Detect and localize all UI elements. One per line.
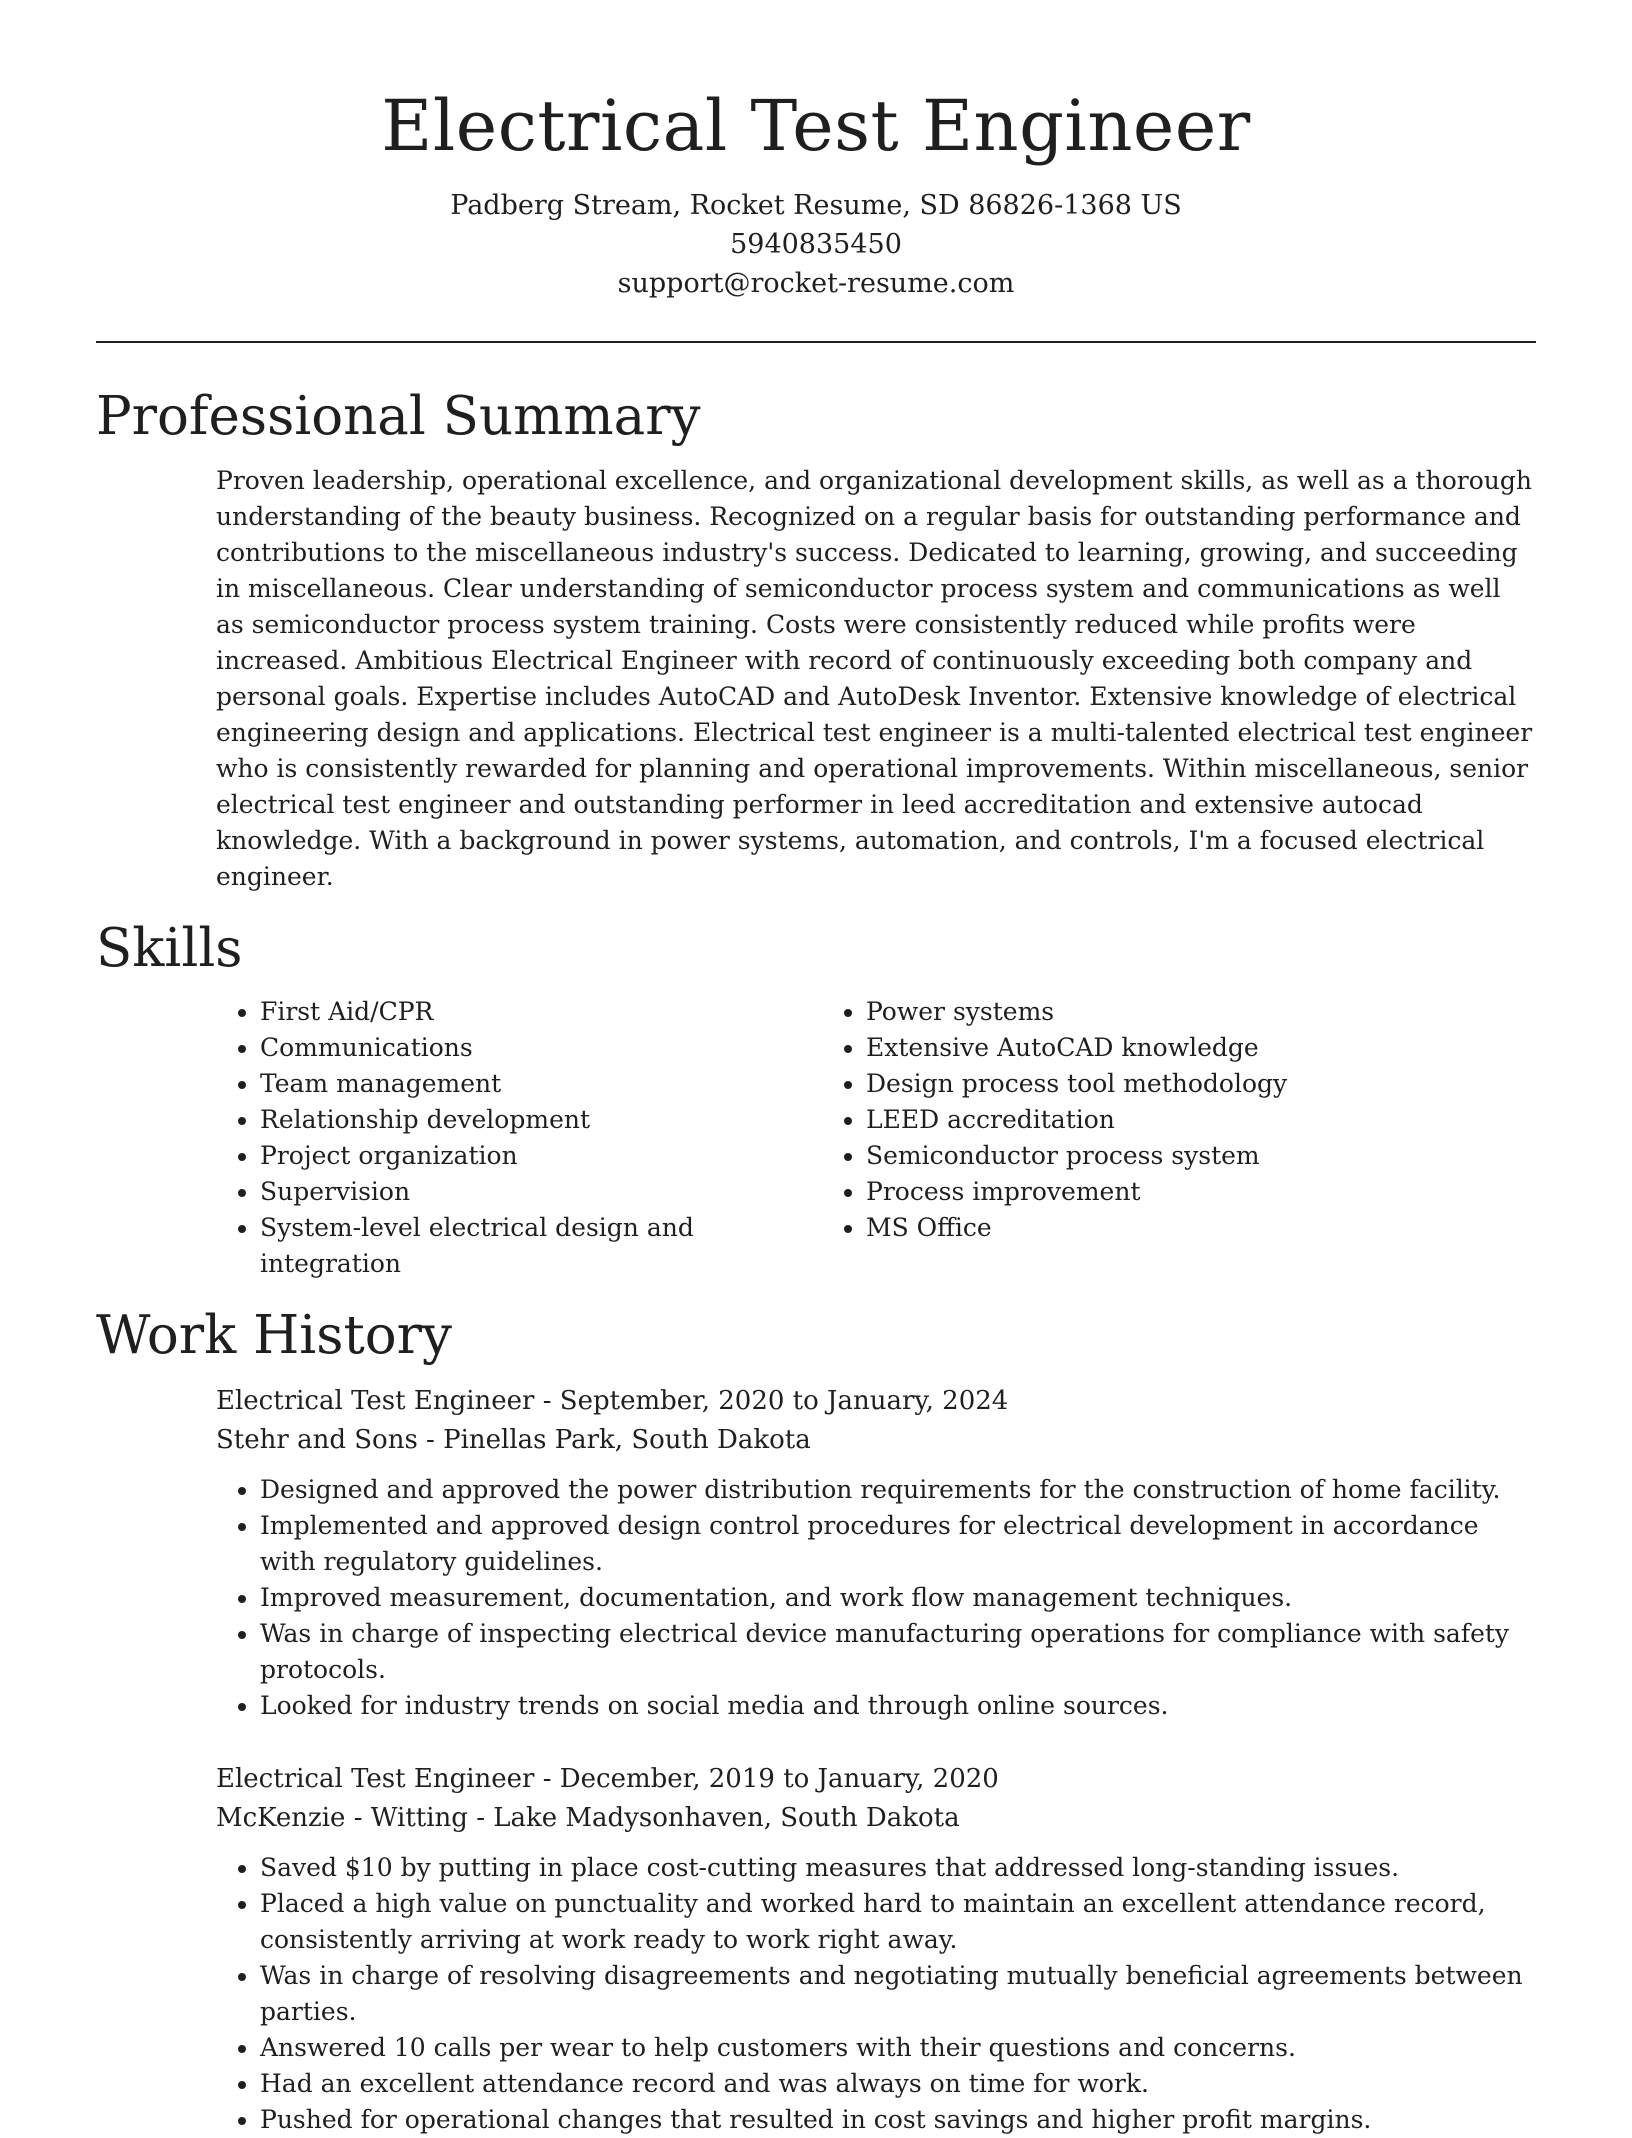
skills-title: Skills xyxy=(96,917,243,979)
job-bullet: • Placed a high value on punctuality and worked hard to maintain an excellent attendance record, consistently arriving at work ready to work right away. xyxy=(260,1886,1536,1958)
skill-item: • Power systems xyxy=(866,994,1287,1030)
skill-item: • First Aid/CPR xyxy=(260,994,822,1030)
skills-body xyxy=(96,994,1536,1282)
summary-section xyxy=(96,385,1536,895)
skill-item: • Supervision xyxy=(260,1174,822,1210)
skill-item: • System-level electrical design and integration xyxy=(260,1210,822,1282)
job-bullet: • Implemented and approved design control procedures for electrical development in accordance with regulatory guidelines. xyxy=(260,1508,1536,1580)
job-company-line: Stehr and Sons - Pinellas Park, South Dakota xyxy=(216,1424,811,1455)
contact-block xyxy=(96,186,1536,303)
job-bullet-list xyxy=(216,1850,1536,2138)
skill-item: • MS Office xyxy=(866,1210,1287,1246)
skills-list-right xyxy=(822,994,1287,1282)
contact-phone: 5940835450 xyxy=(730,229,902,260)
summary-title: Professional Summary xyxy=(96,386,701,447)
skill-item: • Semiconductor process system xyxy=(866,1138,1287,1174)
candidate-name: Electrical Test Engineer xyxy=(381,85,1251,167)
skill-item: • Team management xyxy=(260,1066,822,1102)
job-bullet-list xyxy=(216,1472,1536,1724)
job-entry xyxy=(216,1760,1536,2138)
job-bullet: • Saved $10 by putting in place cost-cutting measures that addressed long-standing issues. xyxy=(260,1850,1536,1886)
resume-header xyxy=(96,0,1536,303)
job-bullet: • Had an excellent attendance record and was always on time for work. xyxy=(260,2066,1536,2102)
skill-item: • Communications xyxy=(260,1030,822,1066)
skill-item: • Relationship development xyxy=(260,1102,822,1138)
job-role-line: Electrical Test Engineer - September, 2020 to January, 2024 xyxy=(216,1385,1009,1416)
job-role-line: Electrical Test Engineer - December, 2019 to January, 2020 xyxy=(216,1763,999,1794)
skills-list-left xyxy=(216,994,822,1282)
job-entry xyxy=(216,1382,1536,1724)
skill-item: • Project organization xyxy=(260,1138,822,1174)
job-bullet: • Answered 10 calls per wear to help customers with their questions and concerns. xyxy=(260,2030,1536,2066)
skill-item: • Extensive AutoCAD knowledge xyxy=(866,1030,1287,1066)
skill-item: • Process improvement xyxy=(866,1174,1287,1210)
skills-section xyxy=(96,917,1536,1283)
job-bullet: • Designed and approved the power distribution requirements for the construction of home facility. xyxy=(260,1472,1536,1508)
job-bullet: • Was in charge of resolving disagreements and negotiating mutually beneficial agreements between parties. xyxy=(260,1958,1536,2030)
summary-text: Proven leadership, operational excellence, and organizational development skills, as well as a thorough understanding of the beauty business. Recognized on a regular basis for outstanding performance and contributions to the miscellaneous industry's success. Dedicated to learning, growing, and succeeding in miscellaneous. Clear understanding of semiconductor process system and communications as well as semiconductor process system training. Costs were consistently reduced while profits were increased. Ambitious Electrical Engineer with record of continuously exceeding both company and personal goals. Expertise includes AutoCAD and AutoDesk Inventor. Extensive knowledge of electrical engineering design and applications. Electrical test engineer is a multi-talented electrical test engineer who is consistently rewarded for planning and operational improvements. Within miscellaneous, senior electrical test engineer and outstanding performer in leed accreditation and extensive autocad knowledge. With a background in power systems, automation, and controls, I'm a focused electrical engineer. xyxy=(216,465,1533,891)
skill-item: • LEED accreditation xyxy=(866,1102,1287,1138)
header-divider xyxy=(96,341,1536,343)
job-bullet: • Was in charge of inspecting electrical device manufacturing operations for compliance with safety protocols. xyxy=(260,1616,1536,1688)
skills-grid xyxy=(216,994,1536,1282)
job-bullet: • Pushed for operational changes that resulted in cost savings and higher profit margins. xyxy=(260,2102,1536,2138)
job-bullet: • Looked for industry trends on social media and through online sources. xyxy=(260,1688,1536,1724)
summary-body xyxy=(96,463,1536,895)
contact-email: support@rocket-resume.com xyxy=(617,268,1015,299)
work-history-section xyxy=(96,1304,1536,2138)
work-history-title: Work History xyxy=(96,1305,452,1367)
job-bullet: • Improved measurement, documentation, and work flow management techniques. xyxy=(260,1580,1536,1616)
work-history-body xyxy=(96,1382,1536,2138)
job-company-line: McKenzie - Witting - Lake Madysonhaven, South Dakota xyxy=(216,1802,960,1833)
contact-address: Padberg Stream, Rocket Resume, SD 86826-1368 US xyxy=(450,190,1182,221)
skill-item: • Design process tool methodology xyxy=(866,1066,1287,1102)
